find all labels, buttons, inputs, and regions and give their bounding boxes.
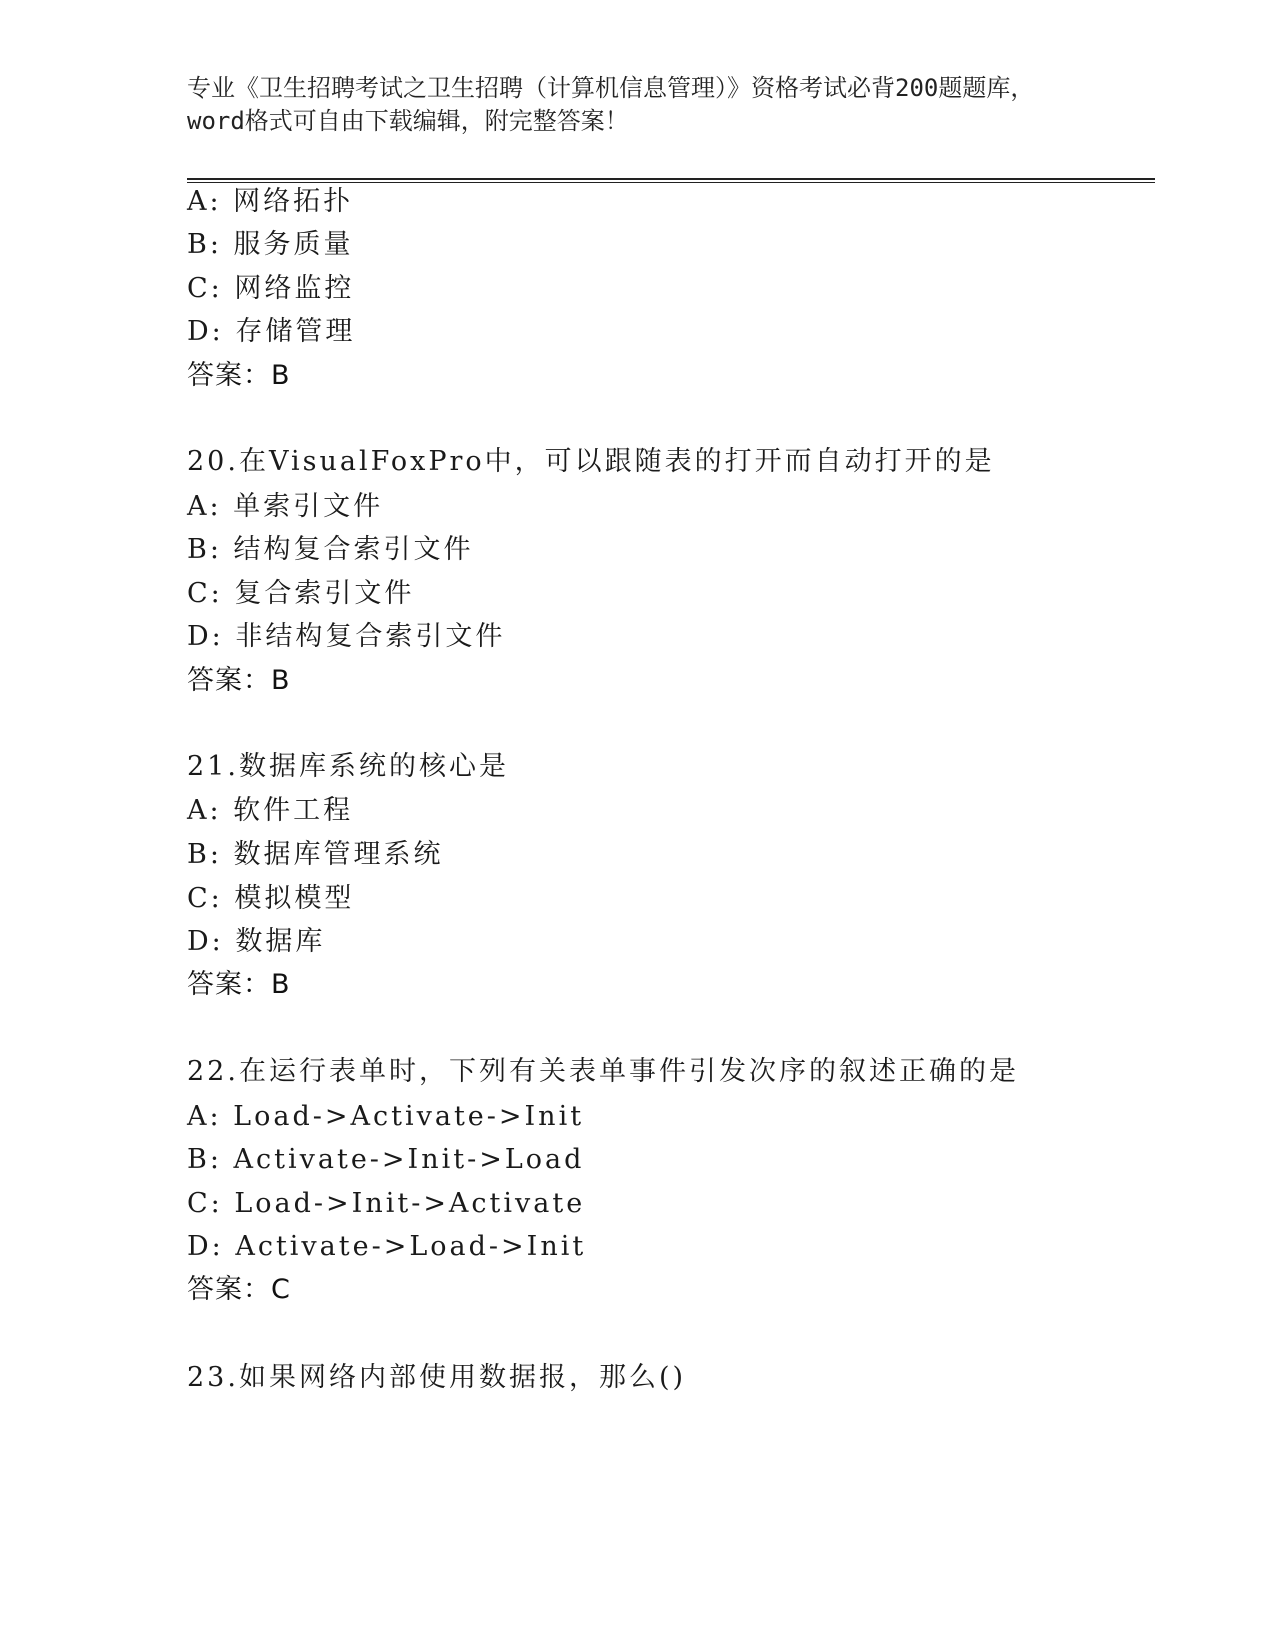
q20-answer: 答案：B xyxy=(187,665,291,696)
q20-question: 20.在VisualFoxPro中，可以跟随表的打开而自动打开的是 xyxy=(187,446,995,477)
q21-option-b: B: 数据库管理系统 xyxy=(187,839,444,870)
document-header xyxy=(187,72,1117,138)
q21-option-a: A: 软件工程 xyxy=(187,795,354,826)
header-title-line-1: 专业《卫生招聘考试之卫生招聘（计算机信息管理）》资格考试必背200题题库， xyxy=(187,74,1035,102)
q21-answer: 答案：B xyxy=(187,969,291,1000)
q22-option-b: B: Activate->Init->Load xyxy=(187,1144,585,1175)
q19-option-b: B: 服务质量 xyxy=(187,229,354,260)
q20-option-d: D: 非结构复合索引文件 xyxy=(187,621,506,652)
q19-option-a: A: 网络拓扑 xyxy=(187,186,354,217)
q22-option-c: C: Load->Init->Activate xyxy=(187,1188,586,1219)
q21-question: 21.数据库系统的核心是 xyxy=(187,751,509,782)
q22-option-d: D: Activate->Load->Init xyxy=(187,1231,587,1262)
q19-answer: 答案：B xyxy=(187,360,291,391)
q23-question: 23.如果网络内部使用数据报，那么() xyxy=(187,1362,687,1393)
q22-question: 22.在运行表单时，下列有关表单事件引发次序的叙述正确的是 xyxy=(187,1056,1019,1087)
header-title-line-2: word格式可自由下载编辑，附完整答案！ xyxy=(187,107,629,135)
q20-option-a: A: 单索引文件 xyxy=(187,491,384,522)
q19-option-d: D: 存储管理 xyxy=(187,316,356,347)
q19-option-c: C: 网络监控 xyxy=(187,273,355,304)
q20-option-c: C: 复合索引文件 xyxy=(187,578,415,609)
q20-option-b: B: 结构复合索引文件 xyxy=(187,534,474,565)
q21-option-c: C: 模拟模型 xyxy=(187,883,355,914)
q22-answer: 答案：C xyxy=(187,1274,291,1305)
q21-option-d: D: 数据库 xyxy=(187,926,326,957)
q22-option-a: A: Load->Activate->Init xyxy=(187,1101,585,1132)
